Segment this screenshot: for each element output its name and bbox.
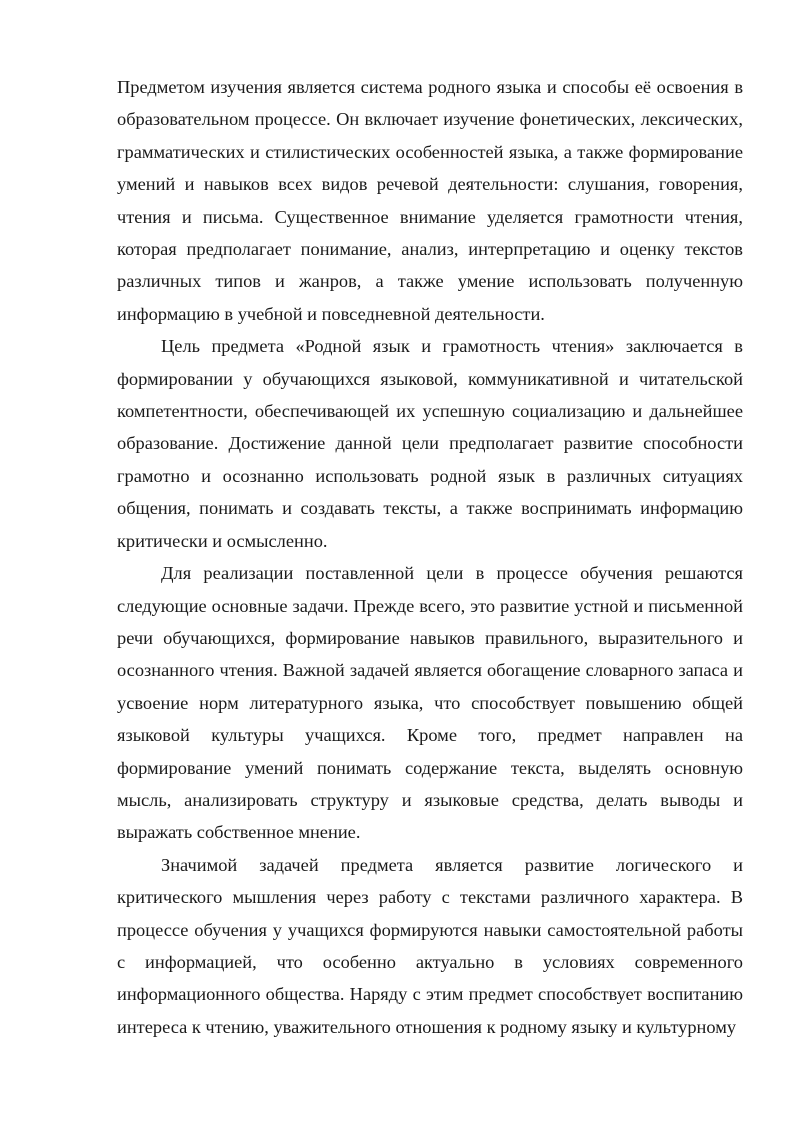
paragraph-critical-thinking: Значимой задачей предмета является развитие логического и критического мышления через работу с текстами различного характера. В процессе обучения у учащихся формируются навыки самостоятельной работы с информацией, что особенно актуально в условиях современного информационного общества. Наряду с этим предмет способствует воспитанию интереса к чтению, уважительного отношения к родному языку и культурному xyxy=(117,854,743,1037)
paragraph-subject-of-study: Предметом изучения является система родного языка и способы её освоения в образовательном процессе. Он включает изучение фонетических, лексических, грамматических и стилистических особенностей языка, а также формирование умений и навыков всех видов речевой деятельности: слушания, говорения, чтения и письма. Существенное внимание уделяется грамотности чтения, которая предполагает понимание, анализ, интерпретацию и оценку текстов различных типов и жанров, а также умение использовать полученную информацию в учебной и повседневной деятельности. xyxy=(117,77,743,324)
document-body xyxy=(117,71,743,1043)
paragraph-main-tasks: Для реализации поставленной цели в процессе обучения решаются следующие основные задачи. Прежде всего, это развитие устной и письменной речи обучающихся, формирование навыков правильного, выразительного и осознанного чтения. Важной задачей является обогащение словарного запаса и усвоение норм литературного языка, что способствует повышению общей языковой культуры учащихся. Кроме того, предмет направлен на формирование умений понимать содержание текста, выделять основную мысль, анализировать структуру и языковые средства, делать выводы и выражать собственное мнение. xyxy=(117,563,743,843)
paragraph-goal: Цель предмета «Родной язык и грамотность чтения» заключается в формировании у обучающихся языковой, коммуникативной и читательской компетентности, обеспечивающей их успешную социализацию и дальнейшее образование. Достижение данной цели предполагает развитие способности грамотно и осознанно использовать родной язык в различных ситуациях общения, понимать и создавать тексты, а также воспринимать информацию критически и осмысленно. xyxy=(117,336,743,551)
